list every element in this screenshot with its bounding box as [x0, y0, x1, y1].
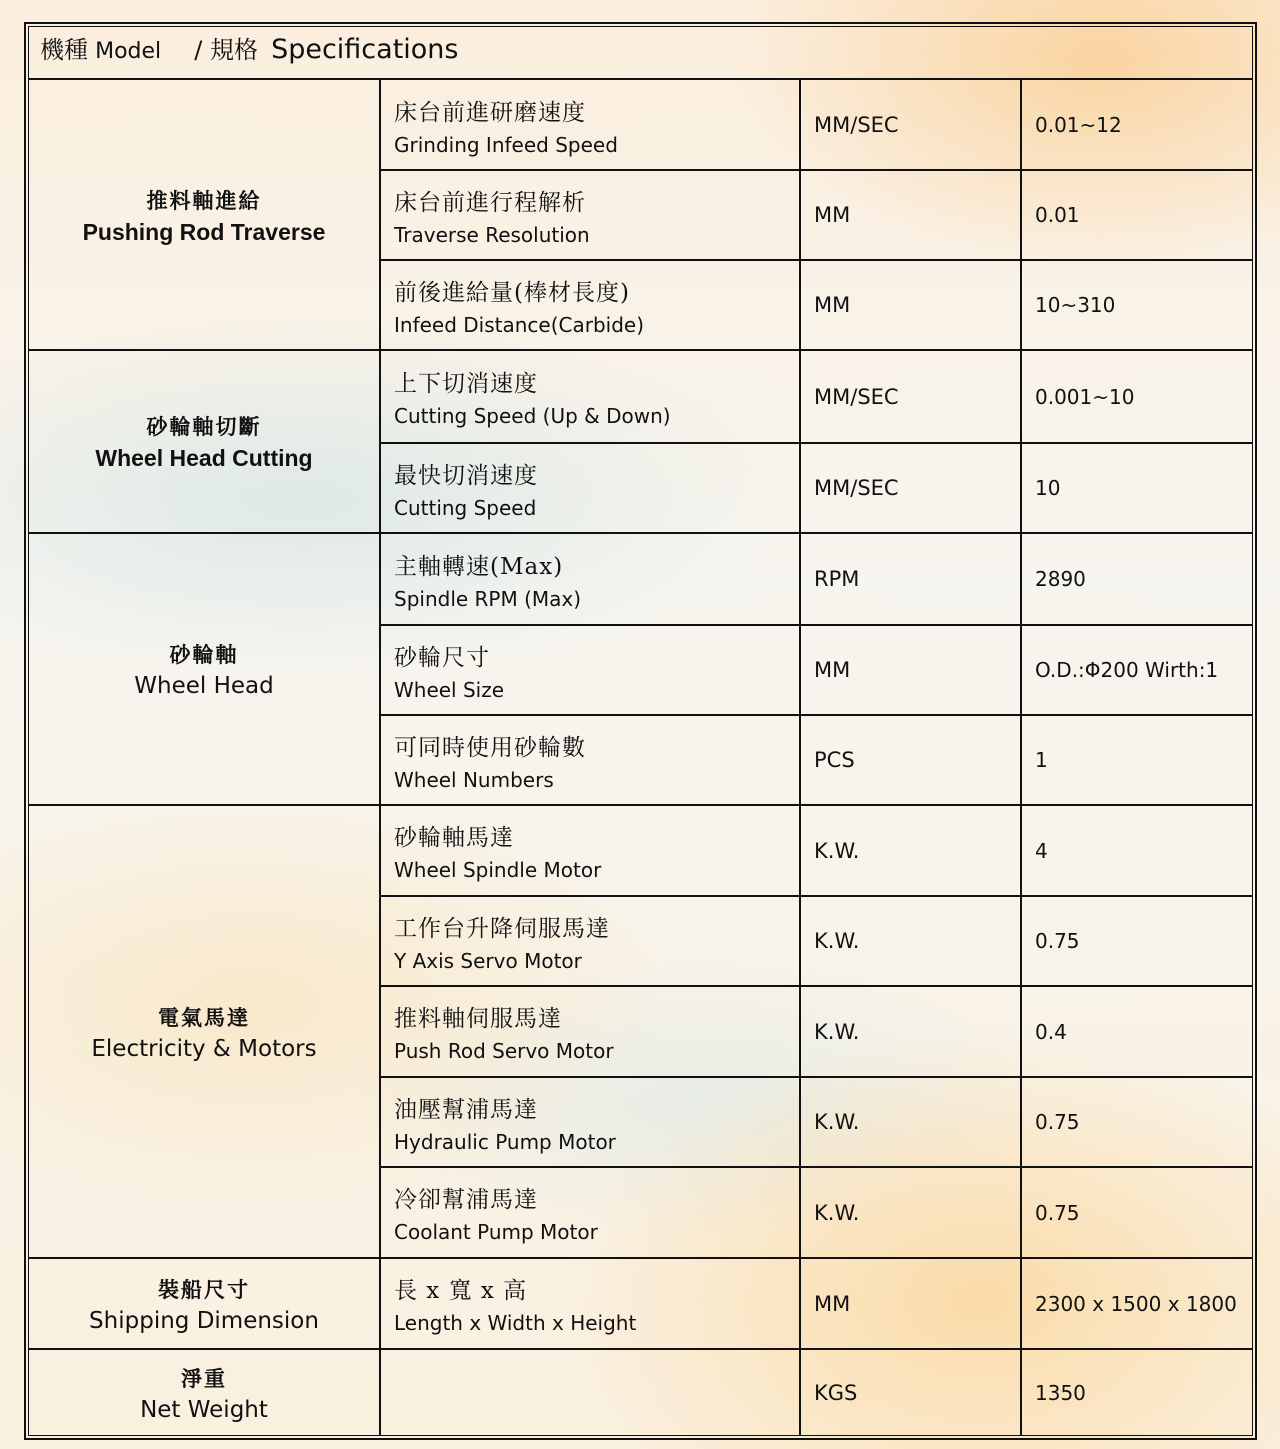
- category-cell: [28, 533, 380, 805]
- category-en: Net Weight: [140, 1396, 268, 1423]
- value-cell: 2300 x 1500 x 1800: [1035, 1291, 1237, 1316]
- item-zh: 冷卻幫浦馬達: [394, 1187, 538, 1213]
- item-en: Traverse Resolution: [394, 222, 590, 247]
- value-cell: 0.4: [1035, 1019, 1067, 1044]
- category-zh: 裝船尺寸: [158, 1277, 250, 1302]
- unit-cell: K.W.: [814, 929, 860, 953]
- item-cell: [380, 443, 800, 533]
- category-zh: 推料軸進給: [146, 188, 262, 213]
- unit-cell: MM/SEC: [814, 384, 899, 409]
- unit-cell: MM: [814, 1291, 851, 1316]
- category-cell: [28, 805, 380, 1258]
- unit-cell: KGS: [814, 1380, 858, 1405]
- value-cell: 1350: [1035, 1380, 1086, 1405]
- item-zh: 床台前進研磨速度: [394, 99, 586, 126]
- category-zh: 電氣馬達: [158, 1005, 250, 1030]
- category-zh: 砂輪軸切斷: [146, 415, 262, 439]
- item-zh: 推料軸伺服馬達: [394, 1006, 562, 1032]
- category-zh: 砂輪軸: [169, 643, 239, 667]
- value-cell: 0.001~10: [1035, 384, 1135, 409]
- unit-cell: K.W.: [814, 838, 860, 863]
- item-en: Coolant Pump Motor: [394, 1220, 598, 1244]
- item-zh: 前後進給量(棒材長度): [394, 279, 630, 306]
- model-en: Model: [95, 39, 162, 64]
- item-en: Infeed Distance(Carbide): [394, 312, 645, 337]
- item-cell: [380, 350, 800, 443]
- item-zh: 床台前進行程解析: [394, 189, 586, 216]
- category-cell: [28, 1258, 380, 1349]
- value-cell: 2890: [1035, 567, 1086, 591]
- category-en: Wheel Head Cutting: [95, 445, 313, 471]
- item-zh: 可同時使用砂輪數: [394, 734, 586, 761]
- model-zh: 機種: [40, 36, 88, 64]
- item-cell: [380, 533, 800, 625]
- item-cell: [380, 625, 800, 715]
- value-cell: O.D.:Φ200 Wirth:1: [1035, 658, 1219, 682]
- item-en: Cutting Speed (Up & Down): [394, 404, 671, 428]
- value-cell: 10~310: [1035, 293, 1116, 317]
- value-cell: 0.01~12: [1035, 113, 1122, 137]
- item-en: Y Axis Servo Motor: [394, 948, 582, 973]
- value-cell: 4: [1035, 838, 1048, 863]
- value-cell: 0.75: [1035, 1200, 1080, 1225]
- item-zh: 砂輪軸馬達: [394, 825, 514, 851]
- item-zh: 上下切消速度: [394, 371, 538, 397]
- item-en: Cutting Speed: [394, 495, 537, 520]
- item-cell: [380, 896, 800, 986]
- item-zh: 工作台升降伺服馬達: [394, 915, 610, 942]
- item-en: Grinding Infeed Speed: [394, 132, 618, 157]
- item-cell: [380, 260, 800, 350]
- item-cell: [380, 1349, 800, 1436]
- item-zh: 油壓幫浦馬達: [394, 1096, 538, 1123]
- unit-cell: K.W.: [814, 1110, 860, 1134]
- category-cell: [28, 350, 380, 533]
- item-en: Wheel Spindle Motor: [394, 858, 602, 882]
- item-en: Spindle RPM (Max): [394, 586, 582, 611]
- category-en: Shipping Dimension: [89, 1307, 319, 1334]
- unit-cell: MM/SEC: [814, 476, 899, 500]
- item-en: Length x Width x Height: [394, 1311, 637, 1335]
- item-zh: 長 x 寬 x 高: [394, 1278, 528, 1304]
- category-en: Pushing Rod Traverse: [82, 218, 326, 245]
- item-cell: [380, 1077, 800, 1167]
- item-en: Push Rod Servo Motor: [394, 1039, 614, 1063]
- item-cell: [380, 80, 800, 170]
- item-zh: 主軸轉速(Max): [394, 553, 564, 580]
- item-en: Wheel Numbers: [394, 767, 554, 792]
- value-cell: 0.01: [1035, 203, 1080, 227]
- item-cell: [380, 1167, 800, 1258]
- unit-cell: PCS: [814, 748, 855, 772]
- unit-cell: MM/SEC: [814, 113, 899, 137]
- category-cell: [28, 80, 380, 350]
- spec-zh: / 規格: [194, 36, 258, 64]
- category-zh: 淨重: [181, 1366, 227, 1391]
- value-cell: 10: [1035, 476, 1061, 500]
- category-cell: [28, 1349, 380, 1436]
- item-en: Wheel Size: [394, 677, 505, 702]
- item-cell: [380, 170, 800, 260]
- item-cell: [380, 1258, 800, 1349]
- category-en: Wheel Head: [134, 673, 274, 699]
- spec-en: Specifications: [271, 34, 459, 65]
- unit-cell: RPM: [814, 567, 860, 591]
- table-title: [40, 26, 458, 78]
- item-zh: 最快切消速度: [394, 462, 538, 489]
- item-cell: [380, 715, 800, 805]
- value-cell: 0.75: [1035, 929, 1080, 953]
- unit-cell: MM: [814, 293, 851, 317]
- item-cell: [380, 805, 800, 896]
- unit-cell: K.W.: [814, 1019, 860, 1044]
- item-en: Hydraulic Pump Motor: [394, 1129, 616, 1154]
- unit-cell: MM: [814, 658, 851, 682]
- item-zh: 砂輪尺寸: [394, 644, 490, 671]
- unit-cell: MM: [814, 203, 851, 227]
- category-en: Electricity & Motors: [91, 1035, 317, 1062]
- unit-cell: K.W.: [814, 1200, 860, 1225]
- value-cell: 1: [1035, 748, 1048, 772]
- item-cell: [380, 986, 800, 1077]
- value-cell: 0.75: [1035, 1110, 1080, 1134]
